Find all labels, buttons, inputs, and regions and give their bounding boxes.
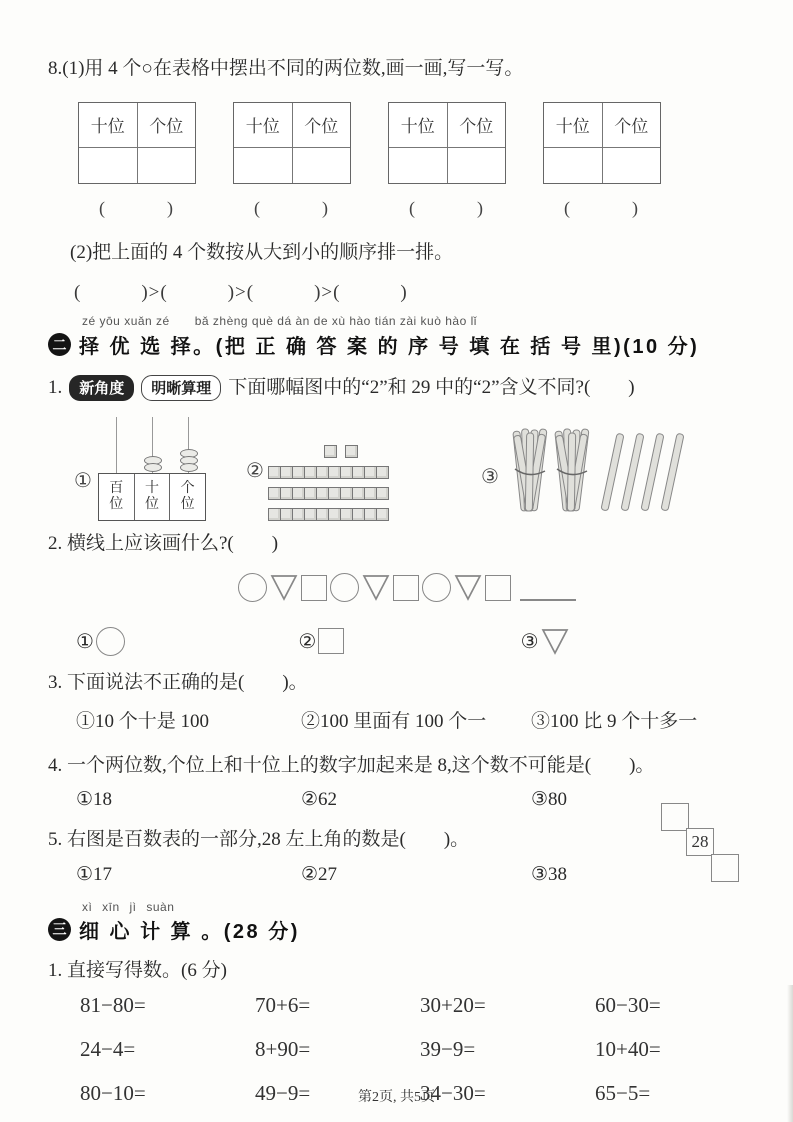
section-three-title: 细 心 计 算 。(28 分) bbox=[79, 920, 300, 943]
place-label-tens: 十位 bbox=[144, 481, 159, 513]
calc-title: 1. 直接写得数。(6 分) bbox=[48, 959, 227, 981]
option-label: ① bbox=[76, 630, 94, 653]
q4-option-2: ②62 bbox=[301, 789, 338, 811]
abacus-beads-ones bbox=[180, 451, 198, 472]
bead-icon bbox=[180, 463, 198, 472]
equation: 80−10= bbox=[80, 1081, 146, 1106]
abacus-place-table bbox=[98, 473, 206, 521]
square-icon bbox=[393, 575, 419, 601]
q2-text: 2. 横线上应该画什么?( ) bbox=[48, 533, 279, 555]
option-label: ② bbox=[298, 630, 317, 653]
bead-icon bbox=[144, 463, 162, 472]
table-cell-empty bbox=[234, 148, 292, 183]
scan-edge-shadow bbox=[787, 985, 793, 1122]
blank-underline bbox=[520, 599, 576, 601]
q1-text: 下面哪幅图中的“2”和 29 中的“2”含义不同?( ) bbox=[228, 377, 635, 399]
answer-paren: ( ) bbox=[99, 197, 175, 218]
q4-options bbox=[76, 788, 743, 811]
stick-bundles-icon bbox=[503, 421, 693, 521]
section-two-header bbox=[48, 312, 743, 359]
table-header-tens: 十位 bbox=[555, 117, 590, 137]
table-cell-empty bbox=[292, 148, 351, 183]
triangle-icon bbox=[270, 574, 298, 601]
q5-option-2: ②27 bbox=[301, 863, 338, 885]
equation: 81−80= bbox=[80, 993, 146, 1018]
equation: 34−30= bbox=[420, 1081, 486, 1106]
table-cell-empty bbox=[137, 148, 196, 183]
abacus-rod bbox=[116, 417, 118, 473]
q3-option-3: ③100 比 9 个十多一 bbox=[531, 710, 698, 732]
unit-cube-icon bbox=[324, 445, 337, 458]
table-cell-empty bbox=[602, 148, 661, 183]
abacus-icon bbox=[96, 417, 210, 521]
answer-paren: ( ) bbox=[254, 197, 330, 218]
grid-cell-empty bbox=[711, 854, 739, 882]
square-icon bbox=[485, 575, 511, 601]
table-header-tens: 十位 bbox=[245, 117, 280, 137]
square-icon bbox=[301, 575, 327, 601]
section-two-title: 择 优 选 择。(把 正 确 答 案 的 序 号 填 在 括 号 里)(10 分) bbox=[79, 336, 700, 359]
hundred-chart-fragment bbox=[661, 803, 743, 887]
place-label-ones: 个位 bbox=[180, 481, 195, 513]
grid-cell-empty bbox=[661, 803, 689, 831]
answer-paren: ( ) bbox=[564, 197, 640, 218]
q5-option-3: ③38 bbox=[531, 863, 568, 885]
unit-cube-icon bbox=[345, 445, 358, 458]
badge-new-angle: 新角度 bbox=[69, 375, 134, 401]
q8-prompt1: 8.(1)用 4 个○在表格中摆出不同的两位数,画一画,写一写。 bbox=[48, 58, 524, 79]
q2-option-2 bbox=[298, 628, 520, 654]
tens-rod-icon bbox=[268, 508, 389, 521]
q2-shape-pattern bbox=[238, 571, 743, 605]
figure-label: ② bbox=[246, 460, 264, 483]
figure-label: ③ bbox=[481, 466, 499, 489]
base-ten-blocks-icon bbox=[268, 445, 389, 521]
section-three-icon: 三 bbox=[48, 918, 71, 941]
table-header-ones: 个位 bbox=[137, 103, 196, 147]
answer-parens-row bbox=[78, 194, 743, 220]
q3-option-1: ①10 个十是 100 bbox=[76, 710, 210, 732]
place-label-hundreds: 百位 bbox=[109, 481, 124, 513]
q4-option-3: ③80 bbox=[531, 789, 568, 811]
answer-paren: ( ) bbox=[409, 197, 485, 218]
equation: 10+40= bbox=[595, 1037, 661, 1062]
section-two-pinyin: zé yōu xuǎn zé bǎ zhèng què dá àn de xù hào tián zài kuò hào lǐ bbox=[82, 314, 477, 329]
equation: 65−5= bbox=[595, 1081, 651, 1106]
table-cell-empty bbox=[389, 148, 447, 183]
q5-options bbox=[76, 863, 743, 886]
circle-icon bbox=[238, 573, 267, 602]
equation: 39−9= bbox=[420, 1037, 476, 1062]
section-two-icon: 二 bbox=[48, 333, 71, 356]
q8-order-line: ( )>( )>( )>( ) bbox=[74, 282, 408, 304]
q2-options bbox=[76, 627, 743, 656]
place-value-table bbox=[233, 102, 351, 184]
place-value-table bbox=[543, 102, 661, 184]
table-header-tens: 十位 bbox=[400, 117, 435, 137]
figure-abacus bbox=[74, 417, 246, 521]
circle-icon bbox=[422, 573, 451, 602]
figure-base-ten-blocks bbox=[246, 445, 481, 521]
q4-option-1: ①18 bbox=[76, 789, 113, 811]
place-value-table bbox=[388, 102, 506, 184]
badge-clear-reasoning: 明晰算理 bbox=[141, 375, 221, 401]
triangle-icon bbox=[362, 574, 390, 601]
place-value-tables bbox=[78, 102, 743, 184]
equation: 8+90= bbox=[255, 1037, 311, 1062]
q3-options bbox=[76, 706, 743, 733]
tens-rod-icon bbox=[268, 466, 389, 479]
q2-option-1 bbox=[76, 627, 298, 656]
table-header-ones: 个位 bbox=[602, 103, 661, 147]
q1-row bbox=[48, 375, 743, 401]
grid-cell-28: 28 bbox=[686, 828, 714, 856]
circle-icon bbox=[330, 573, 359, 602]
q3-text: 3. 下面说法不正确的是( )。 bbox=[48, 671, 308, 693]
table-header-ones: 个位 bbox=[447, 103, 506, 147]
equation: 24−4= bbox=[80, 1037, 136, 1062]
triangle-icon bbox=[541, 628, 569, 655]
option-label: ③ bbox=[520, 630, 539, 653]
q3-option-2: ②100 里面有 100 个一 bbox=[301, 710, 487, 732]
table-cell-empty bbox=[447, 148, 506, 183]
place-value-table bbox=[78, 102, 196, 184]
table-header-ones: 个位 bbox=[292, 103, 351, 147]
q4-text: 4. 一个两位数,个位上和十位上的数字加起来是 8,这个数不可能是( )。 bbox=[48, 754, 655, 776]
q1-number: 1. bbox=[48, 377, 63, 399]
figure-label: ① bbox=[74, 470, 92, 493]
tens-rod-icon bbox=[268, 487, 389, 500]
q1-figures bbox=[74, 413, 743, 521]
equation: 60−30= bbox=[595, 993, 661, 1018]
equation: 70+6= bbox=[255, 993, 311, 1018]
square-icon bbox=[318, 628, 344, 654]
figure-stick-bundles bbox=[481, 421, 711, 521]
table-cell-empty bbox=[79, 148, 137, 183]
abacus-beads-tens bbox=[144, 458, 162, 472]
q5-text: 5. 右图是百数表的一部分,28 左上角的数是( )。 bbox=[48, 829, 470, 851]
circle-icon bbox=[96, 627, 125, 656]
section-three-pinyin: xì xīn jì suàn bbox=[82, 899, 175, 914]
section-three-header bbox=[48, 900, 743, 944]
page-footer: 第2页, 共5页 bbox=[358, 1090, 435, 1105]
equation: 49−9= bbox=[255, 1081, 311, 1106]
q5-option-1: ①17 bbox=[76, 863, 113, 885]
q2-option-3 bbox=[521, 628, 743, 655]
table-cell-empty bbox=[544, 148, 602, 183]
q8-prompt2: (2)把上面的 4 个数按从大到小的顺序排一排。 bbox=[70, 241, 454, 263]
table-header-tens: 十位 bbox=[90, 117, 125, 137]
equation: 30+20= bbox=[420, 993, 486, 1018]
triangle-icon bbox=[454, 574, 482, 601]
